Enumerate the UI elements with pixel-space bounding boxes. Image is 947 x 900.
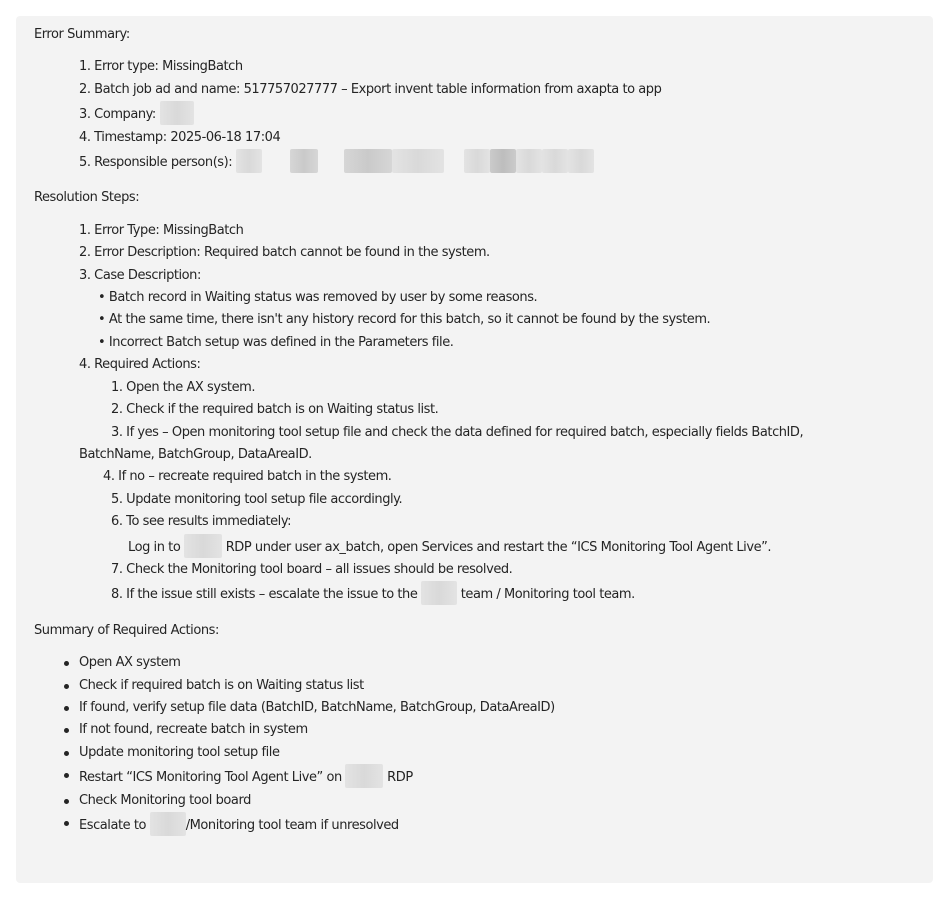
resolution-steps-list [34, 220, 933, 607]
list-item: • At the same time, there isn't any history record for this batch, so it cannot be found by the system. [98, 312, 711, 328]
redacted-team [421, 581, 457, 605]
required-actions-list [79, 377, 933, 607]
resolution-steps-heading: Resolution Steps: [34, 190, 140, 206]
redacted-person [344, 149, 392, 173]
redacted-team [150, 812, 186, 836]
summary-actions-list [34, 652, 933, 837]
list-item: 2. Batch job ad and name: 517757027777 – Export invent table information from axapta to app [79, 81, 662, 97]
list-item: 7. Check the Monitoring tool board – all issues should be resolved. [111, 561, 513, 577]
list-item: • Batch record in Waiting status was removed by user by some reasons. [98, 290, 538, 306]
case-description-list [79, 287, 933, 354]
list-item: Check Monitoring tool board [34, 790, 933, 812]
redacted-person [490, 149, 516, 173]
redacted-server [345, 764, 383, 788]
list-item: 8. If the issue still exists – escalate the issue to the team / Monitoring tool team. [79, 581, 933, 606]
rdp-instructions: Log in to RDP under user ax_batch, open Services and restart the “ICS Monitoring Tool Agent Live”. [111, 534, 933, 559]
list-item: 3. If yes – Open monitoring tool setup file and check the data defined for required batch, especially fields BatchID, BatchName, BatchGroup, DataAreaID. [79, 424, 804, 462]
list-item: 1. Error Type: MissingBatch [79, 222, 244, 238]
message-card [16, 16, 933, 883]
list-item: 3. Case Description: • Batch record in Waiting status was removed by user by some reasons. • At the same time, there isn't any history record for this batch, so it cannot be found by the system. • Incorrect Batch setup was defined in the Parameters file. [34, 265, 933, 355]
redacted-person [516, 149, 542, 173]
list-item: Restart “ICS Monitoring Tool Agent Live” on RDP [34, 764, 933, 789]
summary-actions-heading: Summary of Required Actions: [34, 622, 219, 638]
error-summary-heading: Error Summary: [34, 27, 130, 42]
list-item: 1. Error type: MissingBatch [79, 59, 243, 75]
error-summary-list [34, 56, 933, 174]
redacted-person [236, 149, 262, 173]
list-item: 4. Required Actions: 1. Open the AX system. 2. Check if the required batch is on Waiting status list. 3. If yes – Open monitoring tool setup file and check the data defined for required batch, especially fields BatchID, BatchName, BatchGroup, DataAreaID. 4. If no – recreate required batch in the system. 5. Update monitoring tool setup file accordingly. 6. To see results immediately: Log in to RDP under user ax_batch, open Services and restart the “ICS Monitoring Tool Agent Live”. 7. Check the Monitoring tool board – all issues should be resolved. 8. If the issue still exists – escalate the issue to the team / Monitoring tool team. [34, 354, 933, 606]
list-item: If found, verify setup file data (BatchID, BatchName, BatchGroup, DataAreaID) [34, 697, 933, 719]
list-item: 4. If no – recreate required batch in the system. [103, 469, 392, 485]
list-item: 4. Timestamp: 2025-06-18 17:04 [79, 129, 281, 145]
redacted-person [542, 149, 568, 173]
list-item: If not found, recreate batch in system [34, 719, 933, 741]
list-item: • Incorrect Batch setup was defined in the Parameters file. [98, 334, 454, 350]
list-item: 6. To see results immediately: Log in to RDP under user ax_batch, open Services and restart the “ICS Monitoring Tool Agent Live”. [79, 511, 933, 559]
list-item: 3. Company: [34, 101, 933, 126]
list-item: Check if required batch is on Waiting status list [34, 675, 933, 697]
list-item: 5. Responsible person(s): [34, 149, 933, 174]
redacted-person [464, 149, 490, 173]
list-item: Open AX system [34, 652, 933, 674]
redacted-person [568, 149, 594, 173]
list-item: 2. Check if the required batch is on Waiting status list. [111, 402, 439, 418]
redacted-server [184, 534, 222, 558]
list-item: Update monitoring tool setup file [34, 742, 933, 764]
list-item: 1. Open the AX system. [111, 379, 256, 395]
list-item: 5. Update monitoring tool setup file accordingly. [111, 491, 403, 507]
redacted-person [290, 149, 318, 173]
redacted-person [392, 149, 444, 173]
redacted-company [160, 101, 194, 125]
list-item: Escalate to /Monitoring tool team if unresolved [34, 812, 933, 837]
list-item: 2. Error Description: Required batch cannot be found in the system. [79, 245, 490, 261]
